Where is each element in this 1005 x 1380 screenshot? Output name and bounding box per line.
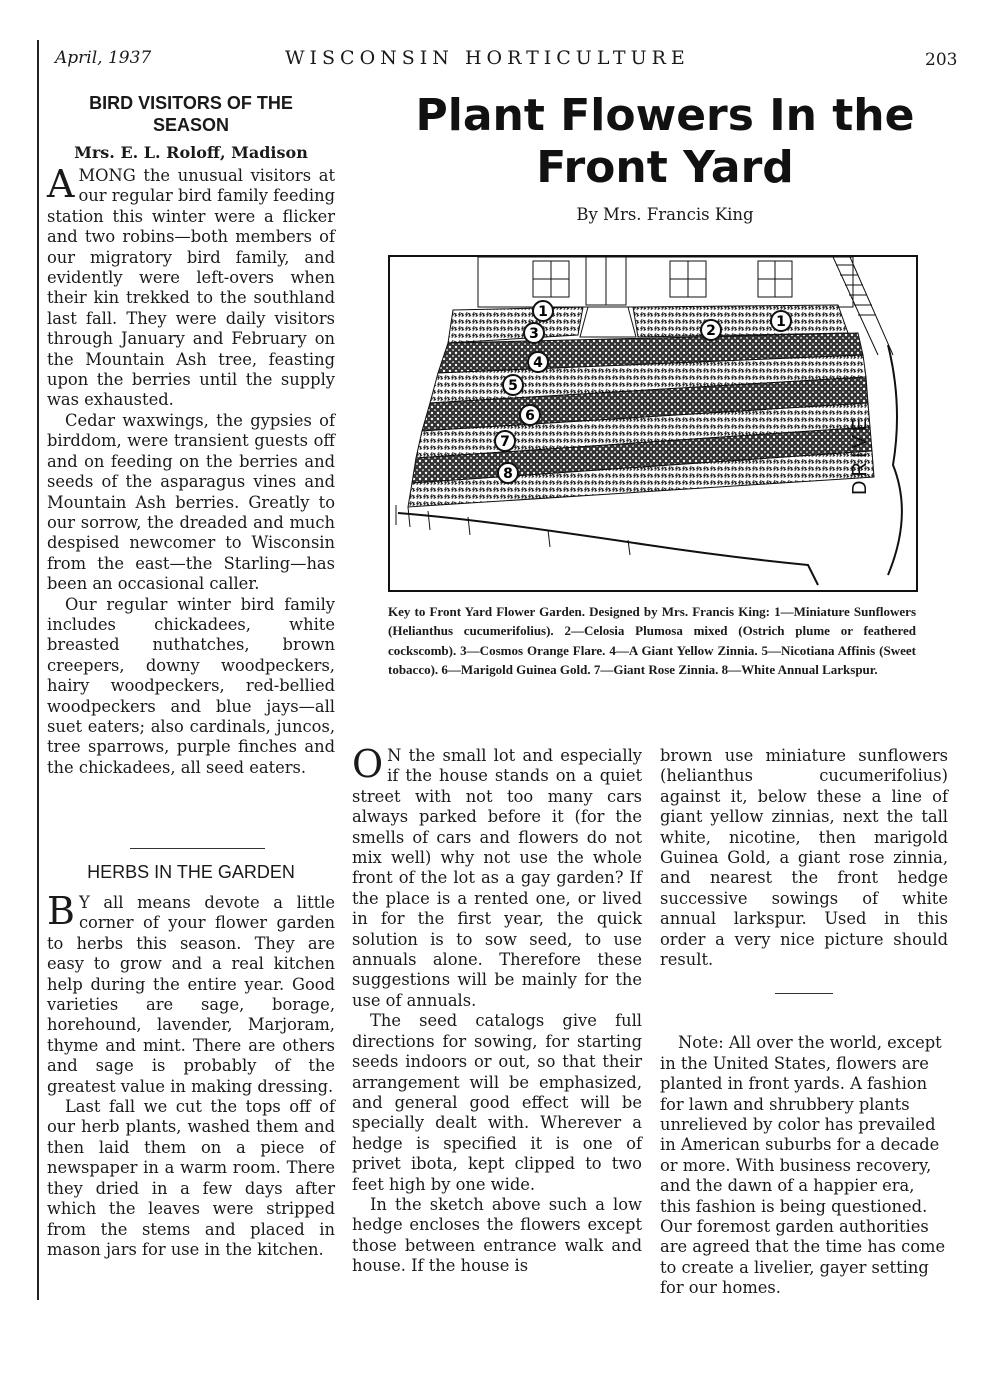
bird-article-byline: Mrs. E. L. Roloff, Madison — [74, 143, 308, 162]
page-number: 203 — [925, 50, 958, 70]
herb-paragraph-1: B Y all means devote a little corner of your flower garden to herbs this season. They are easy to grow and a real kitchen help during the entire year. Good varieties are sage, borage, horehound, lavender, Marjoram, thyme and mint. There are others and sage is probably of the greatest value in making dressing. — [47, 889, 335, 1096]
marker-7 — [495, 431, 515, 451]
svg-text:1: 1 — [538, 304, 548, 320]
figure-caption: Key to Front Yard Flower Garden. Designed by Mrs. Francis King: 1—Miniature Sunflowers (Helianthus cucumerifolius). 2—Celosia Plumosa mixed (Ostrich plume or feathered cockscomb). 3—Cosmos Orange Flare. 4—A Giant Yellow Zinnia. 5—Nicotiana Affinis (Sweet tobacco). 6—Marigold Guinea Gold. 7—Giant Rose Zinnia. 8—White Annual Larkspur. — [388, 604, 916, 677]
flower-bands — [408, 305, 874, 507]
svg-text:2: 2 — [706, 323, 716, 339]
marker-5 — [503, 375, 523, 395]
note-paragraph: Note: All over the world, except in the United States, flowers are planted in front yards. A fashion for lawn and shrubbery plants unrelieved by color has prevailed in American suburbs for a decade or more. With business recovery, and the dawn of a happier era, this fashion is being questioned. Our foremost garden authorities are agreed that the time has come to create a livelier, gayer setting for our homes. — [660, 1033, 946, 1298]
main-article-byline: By Mrs. Francis King — [576, 205, 754, 224]
main-paragraph-4: brown use miniature sunflowers (helianthus cucumerifolius) against it, below these a line of giant yellow zinnias, next the tall white, nicotine, then marigold Guinea Gold, a giant rose zinnia, and nearest the front hedge successive sowings of white annual larkspur. Used in this order a very nice picture should result. — [660, 746, 948, 970]
marker-3 — [524, 323, 544, 343]
marker-2 — [701, 320, 721, 340]
herb-article-body — [47, 889, 335, 1260]
issue-date: April, 1937 — [55, 48, 152, 68]
main-paragraph-2: The seed catalogs give full directions for sowing, for starting seeds indoors or out, so that their arrangement will be emphasized, and general good effect will be specially dealt with. Wherever a hedge is specified it is one of privet ibota, kept clipped to two feet high by one wide. — [352, 1011, 642, 1194]
herb-article-title: HERBS IN THE GARDEN — [87, 862, 295, 882]
main-article-col3 — [660, 746, 948, 970]
marker-1-right — [771, 311, 791, 331]
entrance-walk — [580, 307, 636, 337]
journal-title: WISCONSIN HORTICULTURE — [285, 47, 690, 69]
note-divider — [775, 993, 833, 994]
drop-cap: B — [47, 889, 75, 933]
main-article-col2 — [352, 742, 642, 1277]
marker-8 — [498, 463, 518, 483]
marker-4 — [528, 352, 548, 372]
marker-1-left — [533, 301, 553, 321]
svg-text:5: 5 — [508, 378, 518, 394]
svg-text:4: 4 — [533, 355, 543, 371]
svg-text:8: 8 — [503, 466, 513, 482]
main-article-note — [660, 1017, 948, 1315]
bird-article-title: BIRD VISITORS OF THE SEASON — [89, 93, 293, 135]
bird-paragraph-2: Cedar waxwings, the gypsies of birddom, were transient guests off and on feeding on the berries and seeds of the asparagus vines and Mountain Ash berries. Greatly to our sorrow, the dreaded and much despised newcomer to Wisconsin from the east—the Starling—has been an occasional caller. — [47, 410, 335, 594]
bird-paragraph-3: Our regular winter bird family includes chickadees, white breasted nuthatches, brown creepers, downy woodpeckers, hairy woodpeckers, red-bellied woodpeckers and blue jays—all suet eaters; also cardinals, juncos, tree sparrows, purple finches and the chickadees, all seed eaters. — [47, 594, 335, 777]
main-paragraph-1: O N the small lot and especially if the house stands on a quiet street with not too many cars always parked before it (for the smells of cars and flowers do not mix well) why not use the whole front of the lot as a gay garden? If the place is a rented one, or lived in for the first year, the quick solution is to sow seed, to use annuals alone. Therefore these suggestions will be mainly for the use of annuals. — [352, 742, 642, 1010]
marker-6 — [520, 405, 540, 425]
section-divider — [130, 848, 265, 849]
svg-text:1: 1 — [776, 314, 786, 330]
drive-label: DRIVE — [849, 413, 871, 495]
main-article-title: Plant Flowers In the Front Yard — [415, 90, 915, 193]
bird-article-body — [47, 162, 335, 778]
drop-cap: O — [352, 742, 384, 786]
margin-rule — [37, 40, 39, 1300]
drop-cap: A — [47, 162, 75, 206]
svg-text:3: 3 — [529, 326, 539, 342]
main-paragraph-3: In the sketch above such a low hedge encloses the flowers except those between entrance walk and house. If the house is — [352, 1194, 642, 1276]
herb-paragraph-2: Last fall we cut the tops off of our herb plants, washed them and then laid them on a piece of newspaper in a warm room. There they dried in a few days after which the leaves were stripped from the stems and placed in mason jars for use in the kitchen. — [47, 1097, 335, 1259]
garden-illustration — [388, 255, 918, 592]
svg-text:6: 6 — [525, 408, 535, 424]
svg-text:7: 7 — [500, 434, 510, 450]
bird-paragraph-1: AMONG the unusual visitors at our regular bird family feeding station this winter were a flicker and two robins—both members of our migratory bird family, and evidently were left-overs when their kin trekked to the southland last fall. They were daily visitors through January and February on the Mountain Ash tree, feasting upon the berries until the supply was exhausted. — [47, 162, 335, 410]
